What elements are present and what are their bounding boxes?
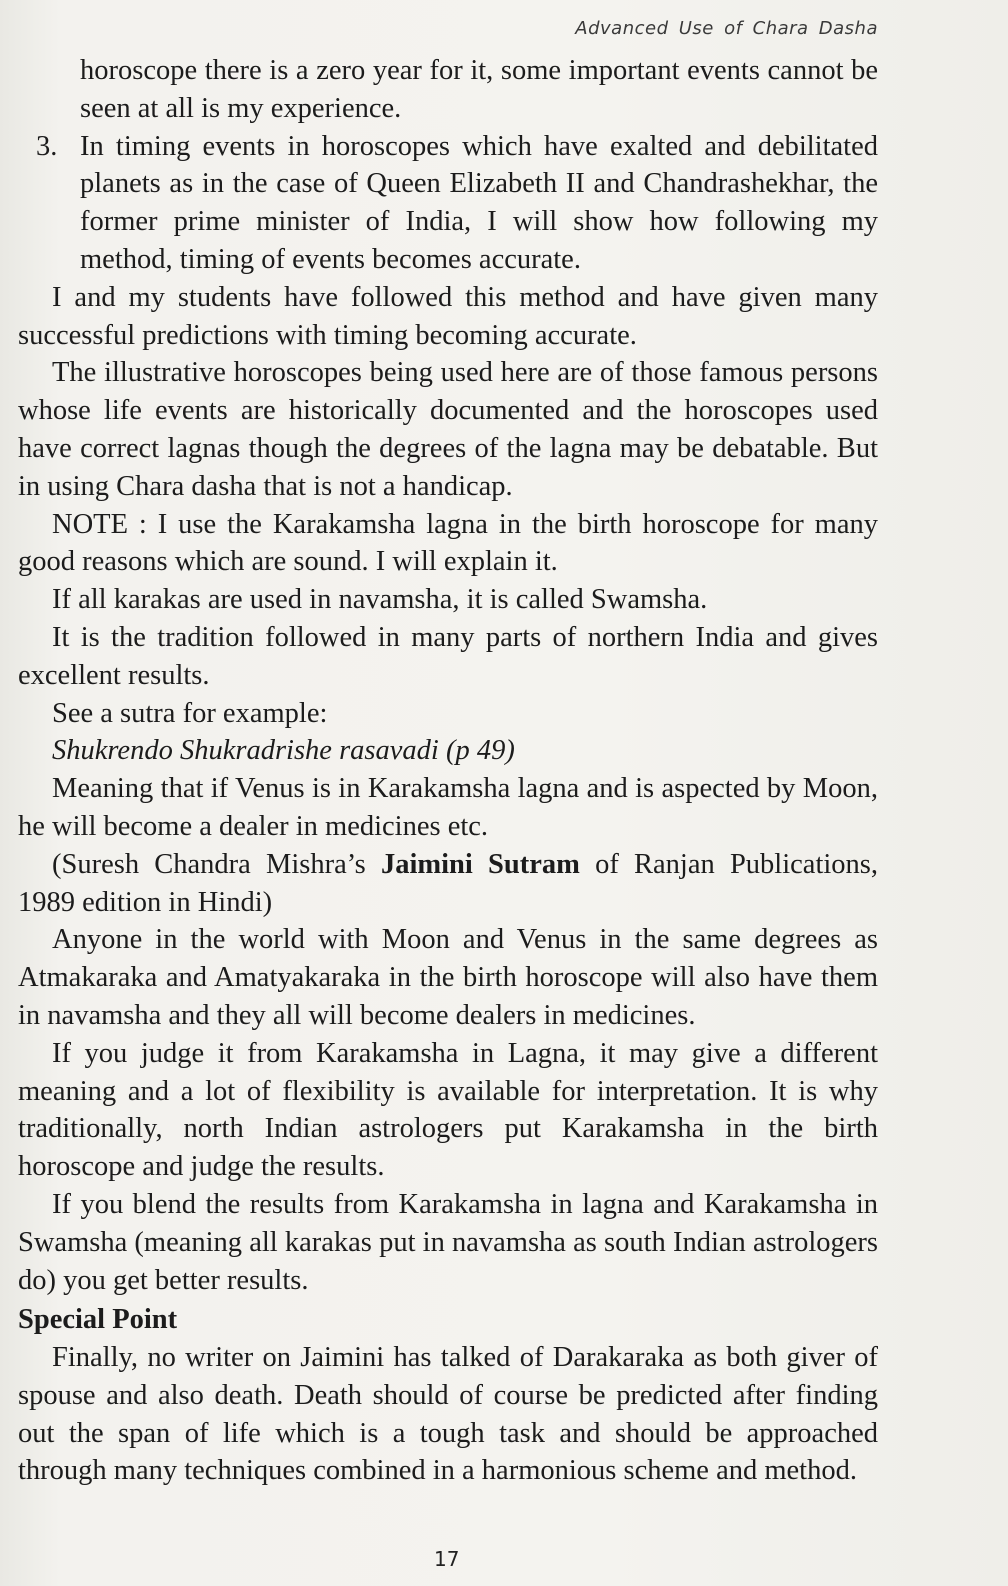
body-text xyxy=(18,52,878,1490)
paragraph-tradition: It is the tradition followed in many parts of northern India and gives excellent results. xyxy=(18,621,878,691)
page-number: 17 xyxy=(434,1547,460,1571)
paragraph-see-sutra: See a sutra for example: xyxy=(52,697,328,729)
special-point-heading: Special Point xyxy=(18,1304,178,1336)
citation xyxy=(18,846,878,922)
list-item-3 xyxy=(18,128,878,279)
paragraph-students: I and my students have followed this method and have given many successful predictions with timing becoming accurate. xyxy=(18,281,878,351)
continuation-paragraph: horoscope there is a zero year for it, some important events cannot be seen at all is my experience. xyxy=(80,55,878,124)
citation-pre: (Suresh Chandra Mishra’s xyxy=(52,848,381,880)
special-point-text: Finally, no writer on Jaimini has talked of Darakaraka as both giver of spouse and also death. Death should of course be predicted after finding out the span of life which is a tough task and should be approached through many techniques combined in a harmonious scheme and method. xyxy=(18,1342,878,1487)
paragraph-judge: If you judge it from Karakamsha in Lagna, it may give a different meaning and a lot of flexibility is available for interpretation. It is why traditionally, north Indian astrologers put Karakamsha in the birth horoscope and judge the results. xyxy=(18,1037,878,1183)
citation-post: of Ranjan Publications, 1989 edition in Hindi) xyxy=(18,848,878,918)
paragraph-note: NOTE : I use the Karakamsha lagna in the birth horoscope for many good reasons which are sound. I will explain it. xyxy=(18,508,878,578)
running-head: Advanced Use of Chara Dasha xyxy=(575,18,878,39)
list-item-text: In timing events in horoscopes which have exalted and debilitated planets as in the case of Queen Elizabeth II and Chandrashekhar, the former prime minister of India, I will show how following my method, timing of events becomes accurate. xyxy=(80,130,878,275)
citation-title: Jaimini Sutram xyxy=(380,848,580,880)
paragraph-swamsha: If all karakas are used in navamsha, it is called Swamsha. xyxy=(52,584,708,616)
paragraph-anyone: Anyone in the world with Moon and Venus in the same degrees as Atmakaraka and Amatyakaraka in the birth horoscope will also have them in navamsha and they all will become dealers in medicines. xyxy=(18,924,878,1031)
paragraph-meaning: Meaning that if Venus is in Karakamsha lagna and is aspected by Moon, he will become a dealer in medicines etc. xyxy=(18,773,878,842)
paragraph-blend: If you blend the results from Karakamsha in lagna and Karakamsha in Swamsha (meaning all karakas put in navamsha as south Indian astrologers do) you get better results. xyxy=(18,1188,878,1296)
sutra-quote: Shukrendo Shukradrishe rasavadi (p 49) xyxy=(52,735,515,767)
list-item-number: 3. xyxy=(36,130,58,162)
paragraph-illustrative: The illustrative horoscopes being used here are of those famous persons whose life events are historically documented and the horoscopes used have correct lagnas though the degrees of the lagna may be debatable. But in using Chara dasha that is not a handicap. xyxy=(18,357,878,502)
